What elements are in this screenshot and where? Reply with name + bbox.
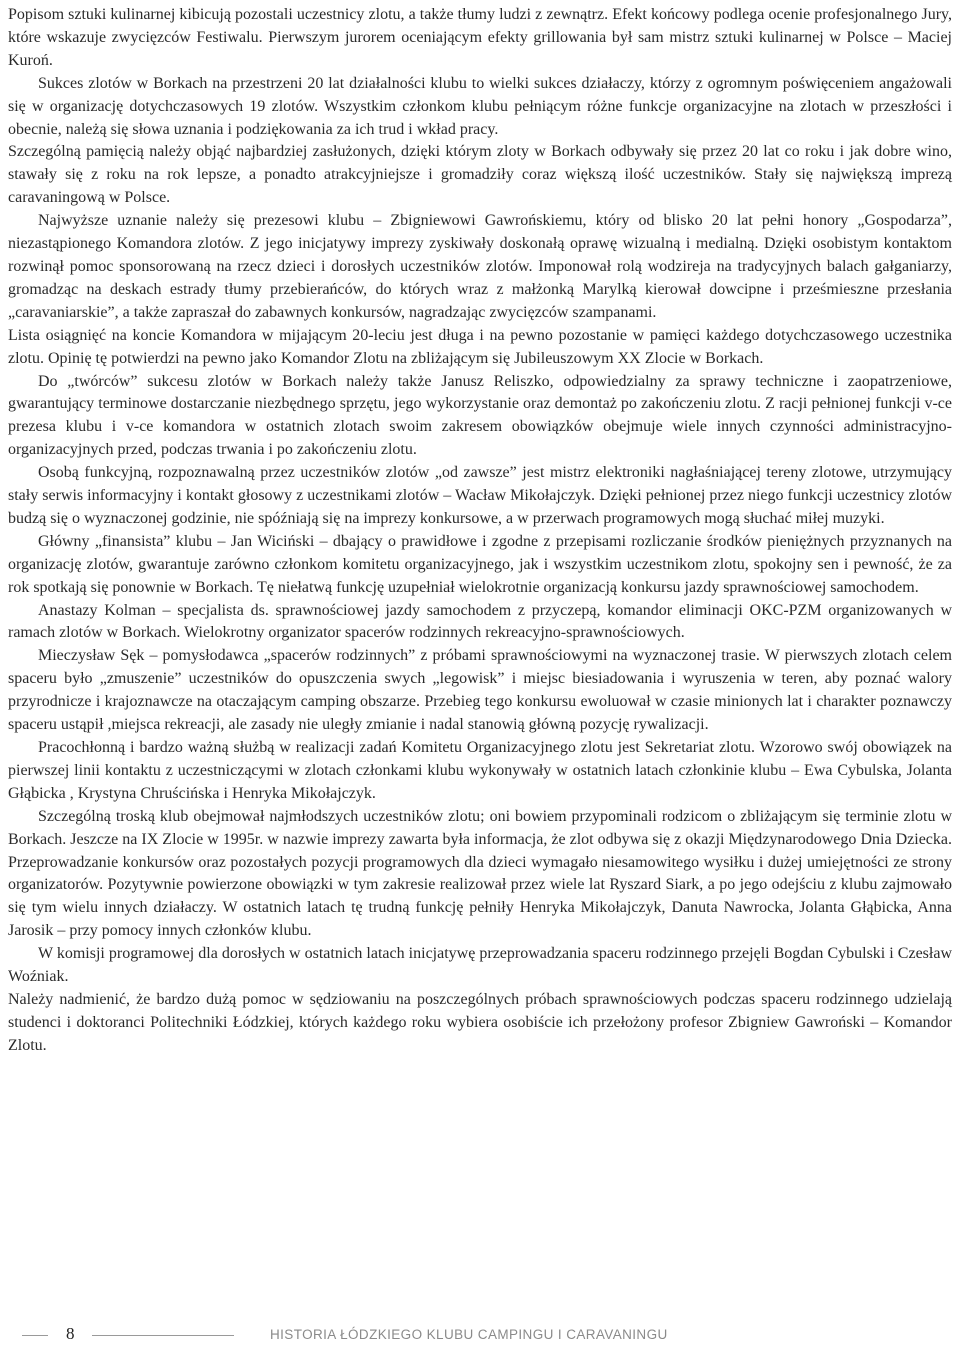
- paragraph-13: W komisji programowej dla dorosłych w ostatnich latach inicjatywę przeprowadzania spaceru rodzinnego przejęli Bogdan Cybulski i Czesław Woźniak.: [8, 945, 952, 986]
- paragraph-14: Należy nadmienić, że bardzo dużą pomoc w sędziowaniu na poszczególnych próbach sprawnościowych podczas spaceru rodzinnego udzielają studenci i doktoranci Politechniki Łódzkiej, których każdego roku wybiera osobiście ich przełożony profesor Zbigniew Gawroński – Komandor Zlotu.: [8, 990, 952, 1054]
- paragraph-8: Główny „finansista” klubu – Jan Wiciński – dbający o prawidłowe i zgodne z przepisami rozliczanie środków pieniężnych przyznanych na organizację zlotów, gwarantuje zarówno członkom komitetu organizacyjnego, jak i wszystkim uczestnikom zlotu, spokojny sen i pewność, że za rok spotkają się ponownie w Borkach. Tę niełatwą funkcję uzupełniał wielokrotnie organizacją konkursu jazdy sprawnościowej samochodem.: [8, 532, 952, 596]
- paragraph-10: Mieczysław Sęk – pomysłodawca „spacerów rodzinnych” z próbami sprawnościowymi na wyznaczonej trasie. W pierwszych zlotach celem spaceru było „zmuszenie” uczestników do opuszczenia swych „legowisk” i miejsc biesiadowania i wyruszenia w teren, aby poznać walory przyrodnicze i krajoznawcze na otaczającym camping obszarze. Przebieg tego konkursu ewoluował w czasie minionych lat i charakter poznawczy spaceru ustąpił ,miejsca rekreacji, ale zasady nie uległy zmianie i nadal stanowią główną pozycję rywalizacji.: [8, 647, 952, 734]
- paragraph-2: Sukces zlotów w Borkach na przestrzeni 20 lat działalności klubu to wielki sukces działaczy, którzy z ogromnym poświęceniem angażowali się w organizację dotychczasowych 19 zlotów. Wszystkim członkom klubu pełniącym różne funkcje organizacyjne na zlotach w przeszłości i obecnie, należą się słowa uznania i podziękowania za ich trud i wkład pracy.: [8, 74, 952, 138]
- paragraph-11: Pracochłonną i bardzo ważną służbą w realizacji zadań Komitetu Organizacyjnego zlotu jest Sekretariat zlotu. Wzorowo swój obowiązek na pierwszej linii kontaktu z uczestniczącymi w zlotach członkami klubu wykonywały w ostatnich latach członkinie klubu – Ewa Cybulska, Jolanta Głąbicka , Krystyna Chruścińska i Henryka Mikołajczyk.: [8, 739, 952, 802]
- page-footer: [0, 1322, 960, 1351]
- paragraph-4: Najwyższe uznanie należy się prezesowi klubu – Zbigniewowi Gawrońskiemu, który od blisko 20 lat pełni honory „Gospodarza”, niezastąpionego Komandora zlotów. Z jego inicjatywy imprezy zyskiwały doskonałą oprawę wizualną i medialną. Dzięki osobistym kontaktom rozwinął pomoc sponsorowaną na rzecz dzieci i dorosłych uczestników zlotów. Imponował rolą wodzireja na tradycyjnych balach gałganiarzy, gromadząc na deskach estrady tłumy przebierańców, do których wraz z małżonką Marylką kierował dowcipne i prześmieszne przesłania „caravaniarskie”, a także zapraszał do zabawnych konkursów, nagradzając zwycięzców szampanami.: [8, 212, 952, 321]
- footer-rule-middle: [92, 1335, 234, 1336]
- footer-rule-left: [22, 1335, 48, 1336]
- paragraph-1: Popisom sztuki kulinarnej kibicują pozostali uczestnicy zlotu, a także tłumy ludzi z zewnątrz. Efekt końcowy podlega ocenie profesjonalnego Jury, które wskazuje zwycięzców Festiwalu. Pierwszym jurorem oceniającym efekty grillowania był sam mistrz sztuki kulinarnej w Polsce – Maciej Kuroń.: [8, 6, 952, 69]
- running-title: HISTORIA ŁÓDZKIEGO KLUBU CAMPINGU I CARAVANINGU: [270, 1327, 668, 1342]
- paragraph-5: Lista osiągnięć na koncie Komandora w mijającym 20-leciu jest długa i na pewno pozostanie w pamięci każdego dotychczasowego uczestnika zlotu. Opinię tę potwierdzi na pewno jako Komandor Zlotu na zbliżającym się Jubileuszowym XX Zlocie w Borkach.: [8, 326, 952, 367]
- paragraph-6: Do „twórców” sukcesu zlotów w Borkach należy także Janusz Reliszko, odpowiedzialny za sprawy techniczne i zaopatrzeniowe, gwarantujący terminowe dostarczanie niezbędnego sprzętu, jego wykorzystanie oraz demontaż po zakończeniu zlotu. Z racji pełnionej funkcji v-ce prezesa klubu i v-ce komandora w ostatnich zlotach swoim zakresem obowiązków obejmuje wiele innych czynności administracyjno-organizacyjnych przed, podczas trwania i po zakończeniu zlotu.: [8, 372, 952, 459]
- page-number: 8: [66, 1324, 75, 1343]
- paragraph-9: Anastazy Kolman – specjalista ds. sprawnościowej jazdy samochodem z przyczepą, komandor eliminacji OKC-PZM organizowanych w ramach zlotów w Borkach. Wielokrotny organizator spacerów rodzinnych rekreacyjno-sprawnościowych.: [8, 601, 952, 642]
- paragraph-12: Szczególną troską klub obejmował najmłodszych uczestników zlotu; oni bowiem przypominali rodzicom o zbliżającym się terminie zlotu w Borkach. Jeszcze na IX Zlocie w 1995r. w nazwie imprezy zawarta była informacja, że zlot odbywa się z okazji Międzynarodowego Dnia Dziecka. Przeprowadzanie konkursów oraz pozostałych pozycji programowych dla dzieci wymagało niesamowitego wysiłku i dużej umiejętności ze strony organizatorów. Pozytywnie powierzone obowiązki w tym zakresie realizował przez wiele lat Ryszard Siark, a po jego odejściu z klubu zajmowało się tym wielu innych działaczy. W ostatnich latach tę trudną funkcję pełniły Henryka Mikołajczyk, Danuta Nawrocka, Jolanta Głąbicka, Anna Jarosik – przy pomocy innych członków klubu.: [8, 807, 952, 940]
- paragraph-3: Szczególną pamięcią należy objąć najbardziej zasłużonych, dzięki którym zloty w Borkach odbywały się przez 20 lat co roku i jak dobre wino, stawały się z roku na rok lepsze, a ponadto atrakcyjniejsze i gromadziły coraz większą ilość uczestników. Stały się największą imprezą caravaningową w Polsce.: [8, 143, 952, 207]
- paragraph-7: Osobą funkcyjną, rozpoznawalną przez uczestników zlotów „od zawsze” jest mistrz elektroniki nagłaśniającej tereny zlotowe, utrzymujący stały serwis informacyjny i kontakt głosowy z uczestnikami zlotów – Wacław Mikołajczyk. Dzięki pełnionej przez niego funkcji uczestnicy zlotów budzą się o wyznaczonej godzinie, nie spóźniają się na imprezy konkursowe, a w przerwach programowych mogą słuchać miłej muzyki.: [8, 464, 952, 527]
- article-body: [8, 4, 952, 1058]
